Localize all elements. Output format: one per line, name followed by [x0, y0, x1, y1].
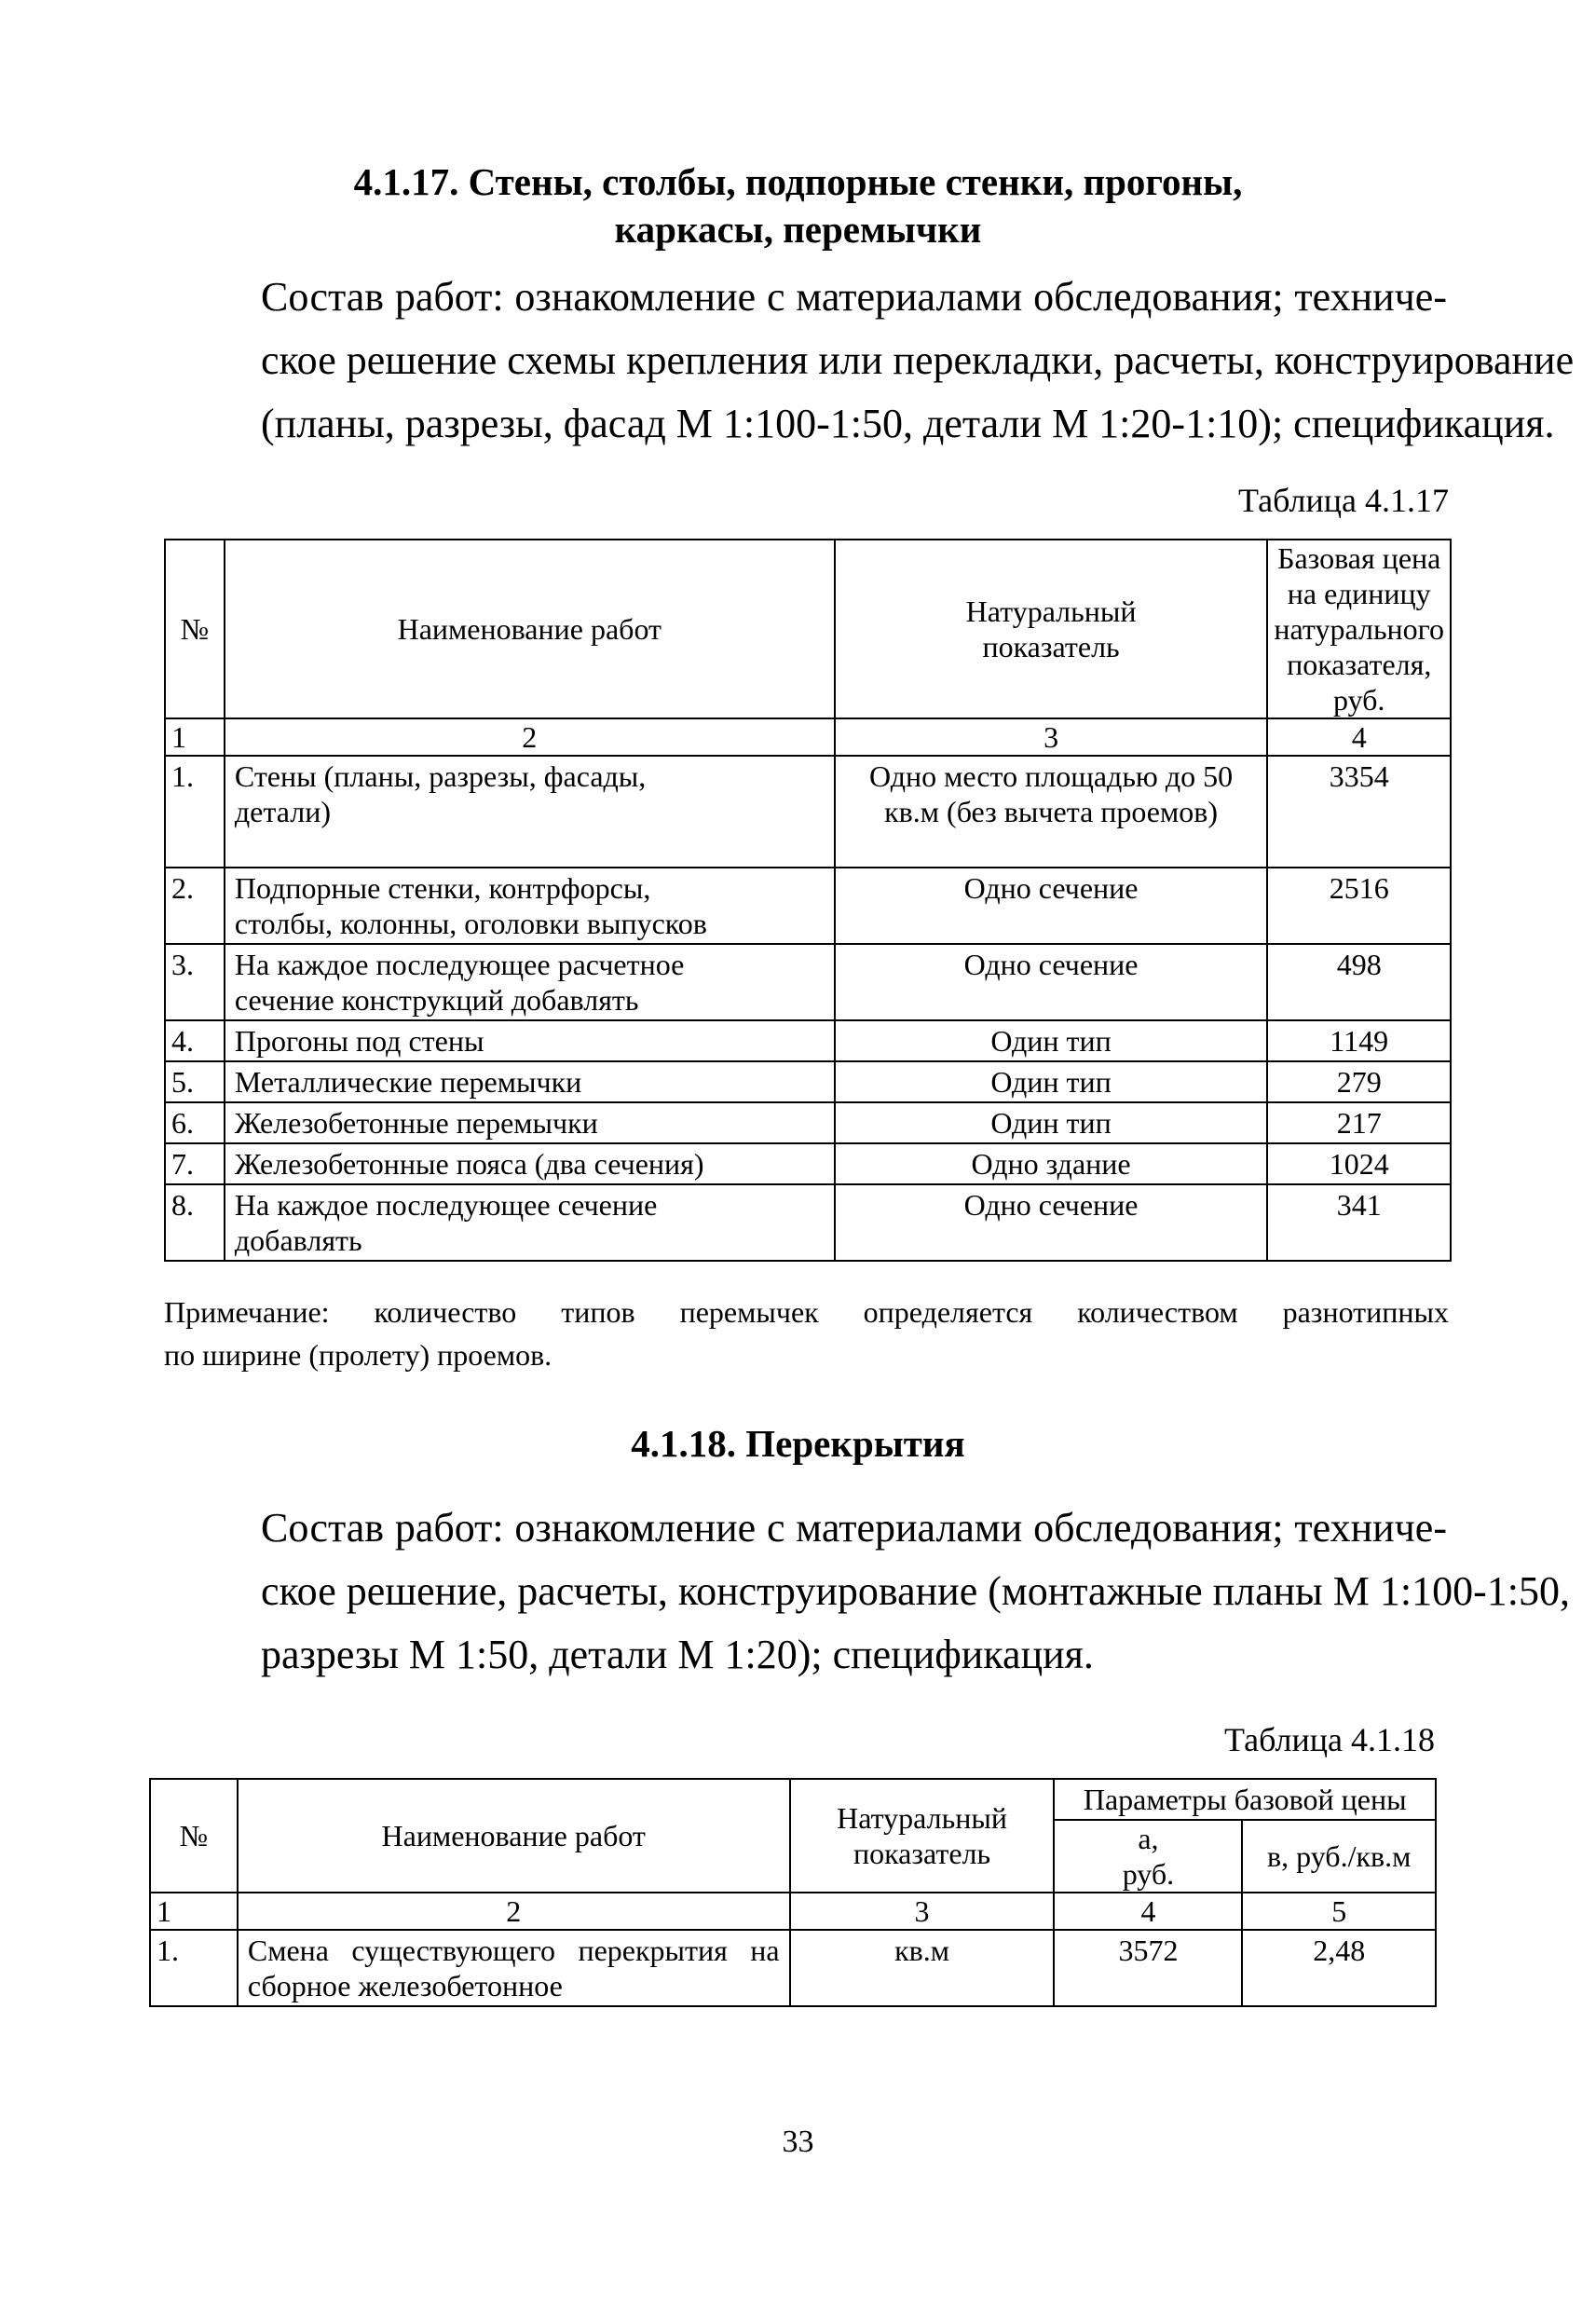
table-row	[165, 756, 1451, 868]
row-unit: Одно сечение	[835, 944, 1268, 1020]
row-unit: Одно сечение	[835, 868, 1268, 944]
paragraph-line: Состав работ: ознакомление с материалами обследования; техниче-	[261, 1505, 1447, 1551]
column-number: 1	[150, 1893, 238, 1930]
row-unit: Одно здание	[835, 1143, 1268, 1184]
section-heading-4-1-17-line1: 4.1.17. Стены, столбы, подпорные стенки, прогоны,	[353, 160, 1243, 203]
paragraph-line: ское решение, расчеты, конструирование (монтажные планы М 1:100-1:50,	[261, 1568, 1570, 1614]
column-number: 2	[225, 718, 835, 756]
paragraph-line: (планы, разрезы, фасад М 1:100-1:50, детали М 1:20-1:10); спецификация.	[261, 401, 1555, 446]
table-row	[165, 1143, 1451, 1184]
row-param-b: 2,48	[1242, 1930, 1436, 2006]
table-caption-4-1-18: Таблица 4.1.18	[1224, 1721, 1435, 1758]
note-line: Примечание: количество типов перемычек определяется количеством разнотипных	[164, 1295, 1449, 1329]
header-work-name: Наименование работ	[225, 540, 835, 718]
row-number: 6.	[165, 1102, 225, 1143]
row-unit: Один тип	[835, 1102, 1268, 1143]
column-number: 1	[165, 718, 225, 756]
column-numbers-row	[150, 1893, 1436, 1930]
row-price: 1149	[1267, 1020, 1451, 1061]
row-number: 3.	[165, 944, 225, 1020]
table-caption-4-1-17: Таблица 4.1.17	[1238, 482, 1449, 519]
row-number: 7.	[165, 1143, 225, 1184]
row-unit: кв.м	[790, 1930, 1055, 2006]
column-number: 3	[835, 718, 1268, 756]
table-header-row	[165, 540, 1451, 718]
header-work-name: Наименование работ	[238, 1779, 790, 1893]
table-row	[165, 1020, 1451, 1061]
row-work-name: Смена существующего перекрытия на сборное железобетонное	[238, 1930, 790, 2006]
header-natural-indicator: Натуральный показатель	[790, 1779, 1055, 1893]
row-number: 1.	[150, 1930, 238, 2006]
table-row	[165, 944, 1451, 1020]
paragraph-line: разрезы М 1:50, детали М 1:20); спецификация.	[261, 1632, 1094, 1677]
column-number: 5	[1242, 1893, 1436, 1930]
row-unit: Одно сечение	[835, 1184, 1268, 1261]
column-numbers-row	[165, 718, 1451, 756]
note-line: по ширине (пролету) проемов.	[164, 1338, 552, 1372]
paragraph-line: Состав работ: ознакомление с материалами обследования; техниче-	[261, 274, 1447, 320]
row-work-name: На каждое последующее сечение добавлять	[225, 1184, 835, 1261]
row-price: 498	[1267, 944, 1451, 1020]
column-number: 4	[1054, 1893, 1242, 1930]
section-heading-4-1-17-line2: каркасы, перемычки	[614, 208, 982, 251]
row-number: 4.	[165, 1020, 225, 1061]
row-price: 341	[1267, 1184, 1451, 1261]
table-4-1-18	[149, 1778, 1437, 2007]
row-price: 279	[1267, 1061, 1451, 1102]
row-unit: Одно место площадью до 50 кв.м (без вычета проемов)	[835, 756, 1268, 868]
header-param-a: а, руб.	[1054, 1820, 1242, 1893]
row-work-name: Стены (планы, разрезы, фасады, детали)	[225, 756, 835, 868]
column-number: 2	[238, 1893, 790, 1930]
row-unit: Один тип	[835, 1061, 1268, 1102]
header-number: №	[165, 540, 225, 718]
row-work-name: Металлические перемычки	[225, 1061, 835, 1102]
header-param-b: в, руб./кв.м	[1242, 1820, 1436, 1893]
row-number: 8.	[165, 1184, 225, 1261]
paragraph-line: ское решение схемы крепления или перекладки, расчеты, конструирование	[261, 337, 1575, 383]
table-row	[165, 1184, 1451, 1261]
section1-paragraph	[261, 266, 1575, 456]
header-base-price-params: Параметры базовой цены	[1054, 1779, 1436, 1820]
table-row	[165, 1061, 1451, 1102]
row-price: 3354	[1267, 756, 1451, 868]
row-unit: Один тип	[835, 1020, 1268, 1061]
row-price: 1024	[1267, 1143, 1451, 1184]
table-header-row	[150, 1779, 1436, 1820]
section-heading-4-1-18: 4.1.18. Перекрытия	[631, 1422, 965, 1465]
row-price: 217	[1267, 1102, 1451, 1143]
row-work-name: Железобетонные пояса (два сечения)	[225, 1143, 835, 1184]
table-note	[164, 1291, 1449, 1376]
row-work-name: Железобетонные перемычки	[225, 1102, 835, 1143]
column-number: 3	[790, 1893, 1055, 1930]
header-base-price: Базовая цена на единицу натурального показателя, руб.	[1267, 540, 1451, 718]
row-number: 2.	[165, 868, 225, 944]
table-row	[165, 868, 1451, 944]
row-price: 2516	[1267, 868, 1451, 944]
table-row	[150, 1930, 1436, 2006]
page-number: 33	[782, 2125, 814, 2159]
section2-paragraph	[261, 1497, 1570, 1687]
row-number: 5.	[165, 1061, 225, 1102]
table-row	[165, 1102, 1451, 1143]
row-work-name: Прогоны под стены	[225, 1020, 835, 1061]
row-number: 1.	[165, 756, 225, 868]
header-number: №	[150, 1779, 238, 1893]
row-work-name: Подпорные стенки, контрфорсы, столбы, колонны, оголовки выпусков	[225, 868, 835, 944]
table-4-1-17	[164, 539, 1452, 1262]
column-number: 4	[1267, 718, 1451, 756]
row-param-a: 3572	[1054, 1930, 1242, 2006]
row-work-name: На каждое последующее расчетное сечение конструкций добавлять	[225, 944, 835, 1020]
header-natural-indicator: Натуральный показатель	[835, 540, 1268, 718]
